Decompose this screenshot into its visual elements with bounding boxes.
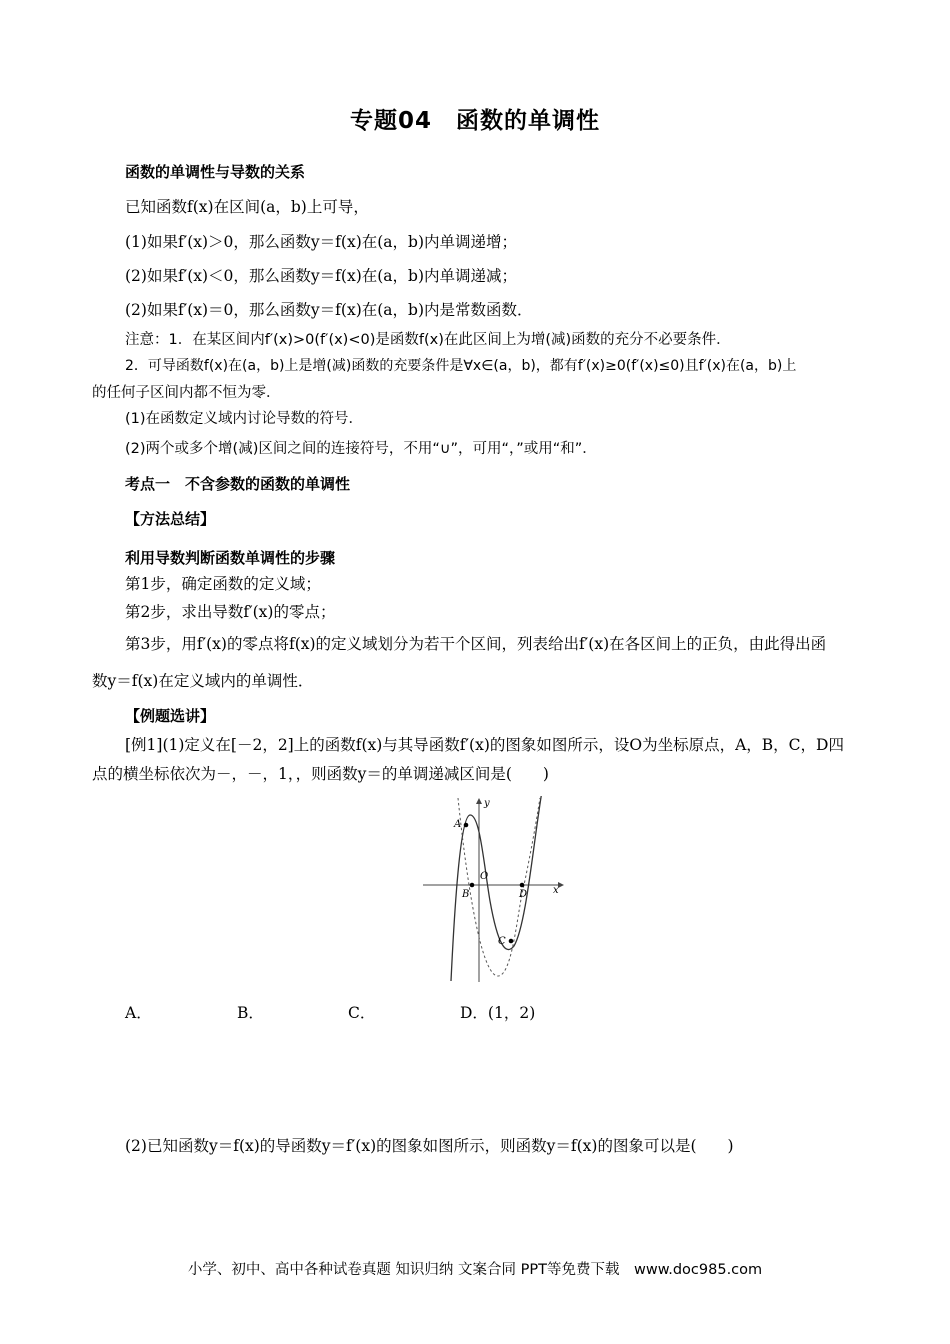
intro-line: (2)如果f′(x)＜0，那么函数y＝f(x)在(a，b)内单调递减； <box>125 267 517 285</box>
y-axis-label: y <box>484 798 490 809</box>
example-heading: 【例题选讲】 <box>125 707 216 725</box>
step-1: 第1步，确定函数的定义域； <box>125 575 321 593</box>
example-1-part-2: (2)已知函数y＝f(x)的导函数y＝f′(x)的图象如图所示，则函数y＝f(x)的图象可以是( ) <box>125 1137 734 1155</box>
intro-heading: 函数的单调性与导数的关系 <box>125 163 306 181</box>
step-3: 第3步，用f′(x)的零点将f(x)的定义域划分为若干个区间，列表给出f′(x)在各区间上的正负，由此得出函 <box>125 635 827 653</box>
point-a <box>464 823 469 828</box>
note-1: 注意：1．在某区间内f′(x)>0(f′(x)<0)是函数f(x)在此区间上为增(减)函数的充分不必要条件． <box>125 332 731 348</box>
footer-text: 小学、初中、高中各种试卷真题 知识归纳 文案合同 PPT等免费下载 www.doc985.com <box>187 1262 763 1278</box>
page-title: 专题04 函数的单调性 <box>349 108 600 134</box>
point-d <box>520 883 525 888</box>
option-b[interactable]: B． <box>237 1004 264 1022</box>
answer-options <box>125 1001 745 1023</box>
section-heading: 考点一 不含参数的函数的单调性 <box>125 475 351 493</box>
intro-line: 已知函数f(x)在区间(a，b)上可导， <box>125 198 369 216</box>
step-2: 第2步，求出导数f′(x)的零点； <box>125 603 336 621</box>
option-c[interactable]: C． <box>348 1004 376 1022</box>
option-d[interactable]: D．(1，2) <box>460 1004 536 1022</box>
point-c <box>509 939 514 944</box>
intro-line: (2)如果f′(x)＝0，那么函数y＝f(x)在(a，b)内是常数函数． <box>125 301 533 319</box>
example-1-line: [例1](1)定义在[－2，2]上的函数f(x)与其导函数f′(x)的图象如图所示，设O为坐标原点，A，B，C，D四 <box>125 736 844 754</box>
steps-heading: 利用导数判断函数单调性的步骤 <box>125 549 336 567</box>
label-a: A <box>454 819 462 830</box>
label-o: O <box>480 871 489 882</box>
method-heading: 【方法总结】 <box>125 510 216 528</box>
step-3-continued: 数y＝f(x)在定义域内的单调性． <box>92 672 314 690</box>
tip-2: (2)两个或多个增(减)区间之间的连接符号，不用“∪”，可用“，”或用“和”． <box>125 441 597 457</box>
note-2-continued: 的任何子区间内都不恒为零． <box>92 385 281 401</box>
point-b <box>470 883 475 888</box>
label-c: C <box>498 936 506 947</box>
y-axis-arrow-icon <box>476 798 482 804</box>
option-a[interactable]: A． <box>125 1004 152 1022</box>
function-graph <box>418 796 568 986</box>
note-2: 2．可导函数f(x)在(a，b)上是增(减)函数的充要条件是∀x∈(a，b)，都有f′(x)≥0(f′(x)≤0)且f′(x)在(a，b)上 <box>125 358 797 374</box>
x-axis-label: x <box>553 885 559 896</box>
example-1-line-continued: 点的横坐标依次为－，－，1，，则函数y＝的单调递减区间是( ) <box>92 765 549 783</box>
x-axis-arrow-icon <box>558 882 564 888</box>
intro-line: (1)如果f′(x)＞0，那么函数y＝f(x)在(a，b)内单调递增； <box>125 233 517 251</box>
label-d: D <box>519 889 528 900</box>
tip-1: (1)在函数定义域内讨论导数的符号． <box>125 411 364 427</box>
label-b: B <box>462 889 470 900</box>
